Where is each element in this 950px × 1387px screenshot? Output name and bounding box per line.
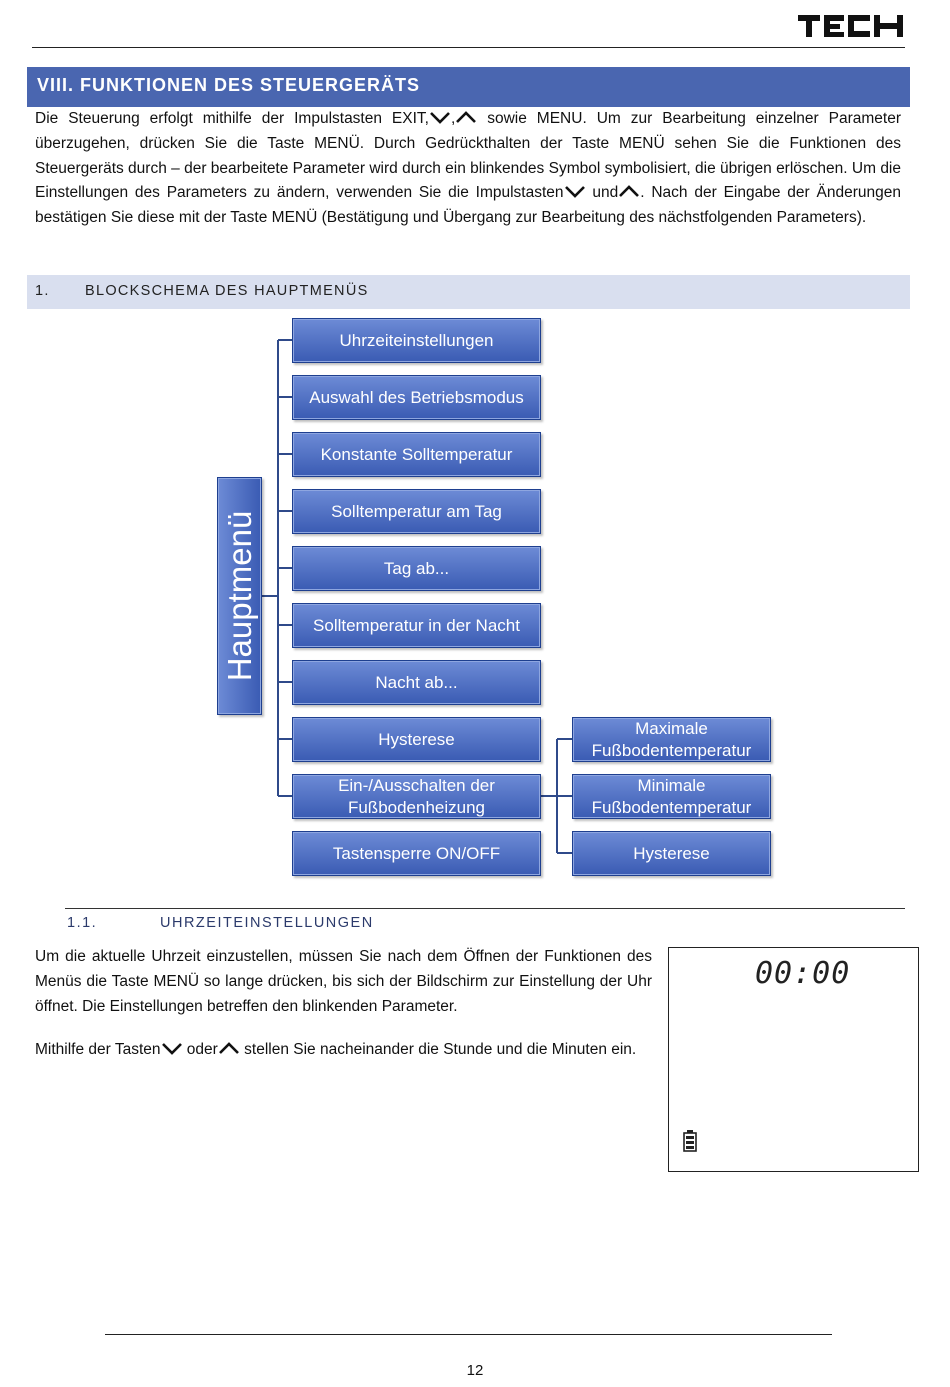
diagram-item-hysterese: Hysterese xyxy=(292,717,541,762)
section-title: VIII. FUNKTIONEN DES STEUERGERÄTS xyxy=(37,75,421,95)
clock-text-2b: oder xyxy=(182,1041,218,1058)
diagram-item-fussbodenheizung: Ein-/Ausschalten der Fußbodenheizung xyxy=(292,774,541,819)
intro-text-5: . Nach der Eingabe der Änderungen bestätigen Sie diese mit der Taste MENÜ (Bestätigung und Übergang zur Bearbeitung des nächstfolgenden Parameters). xyxy=(35,184,901,227)
lcd-display xyxy=(668,947,919,1172)
clock-paragraph-2 xyxy=(35,1038,652,1063)
chevron-up-icon xyxy=(218,1041,240,1055)
diagram-item-nacht-ab: Nacht ab... xyxy=(292,660,541,705)
clock-text-2a: Mithilfe der Tasten xyxy=(35,1041,161,1058)
intro-text-3: sowie MENU. Um zur Bearbeitung einzelner Parameter überzugehen, drücken Sie die Taste MENÜ. Durch Gedrückthalten der Taste MENÜ sehen Sie die Funktionen des Steuergeräts durch – der bearbeitete Parameter wird durch ein blinkendes Symbol symbolisiert, die übrigen erlöschen. Um die Einstellungen des Parameters zu ändern, verwenden Sie die Impulstasten xyxy=(35,110,901,202)
diagram-item-uhrzeit: Uhrzeiteinstellungen xyxy=(292,318,541,363)
diagram-child-hysterese: Hysterese xyxy=(572,831,771,876)
subsubsection-title: UHRZEITEINSTELLUNGEN xyxy=(160,915,374,931)
page-number: 12 xyxy=(466,1362,484,1379)
diagram-item-betriebsmodus: Auswahl des Betriebsmodus xyxy=(292,375,541,420)
diagram-root-label: Hauptmenü xyxy=(220,510,258,682)
clock-text-2c: stellen Sie nacheinander die Stunde und die Minuten ein. xyxy=(239,1041,637,1058)
footer-rule xyxy=(105,1334,832,1335)
intro-text-2: , xyxy=(450,110,456,127)
subsection-number: 1. xyxy=(35,283,50,299)
subsubsection-rule xyxy=(65,908,905,909)
clock-paragraph-1 xyxy=(35,945,652,1019)
diagram-child-min-fussbodentemperatur: Minimale Fußbodentemperatur xyxy=(572,774,771,819)
diagram-item-solltemperatur-tag: Solltemperatur am Tag xyxy=(292,489,541,534)
diagram-item-konstante-solltemperatur: Konstante Solltemperatur xyxy=(292,432,541,477)
diagram-item-tastensperre: Tastensperre ON/OFF xyxy=(292,831,541,876)
clock-text-1: Um die aktuelle Uhrzeit einzustellen, müssen Sie nach dem Öffnen der Funktionen des Menüs die Taste MENÜ so lange drücken, bis sich der Bildschirm zur Einstellung der Uhr öffnet. Die Einstellungen betreffen den blinkenden Parameter. xyxy=(35,948,652,1015)
battery-icon xyxy=(683,1130,697,1152)
diagram-item-tag-ab: Tag ab... xyxy=(292,546,541,591)
diagram-item-solltemperatur-nacht: Solltemperatur in der Nacht xyxy=(292,603,541,648)
diagram-root-hauptmenue xyxy=(217,477,262,715)
chevron-down-icon xyxy=(161,1041,183,1055)
diagram-child-max-fussbodentemperatur: Maximale Fußbodentemperatur xyxy=(572,717,771,762)
lcd-time: 00:00 xyxy=(755,956,851,991)
subsubsection-number: 1.1. xyxy=(67,915,98,931)
subsection-title: BLOCKSCHEMA DES HAUPTMENÜS xyxy=(85,283,369,299)
intro-text-4: und xyxy=(585,184,619,202)
intro-text-1: Die Steuerung erfolgt mithilfe der Impulstasten EXIT, xyxy=(35,110,429,127)
